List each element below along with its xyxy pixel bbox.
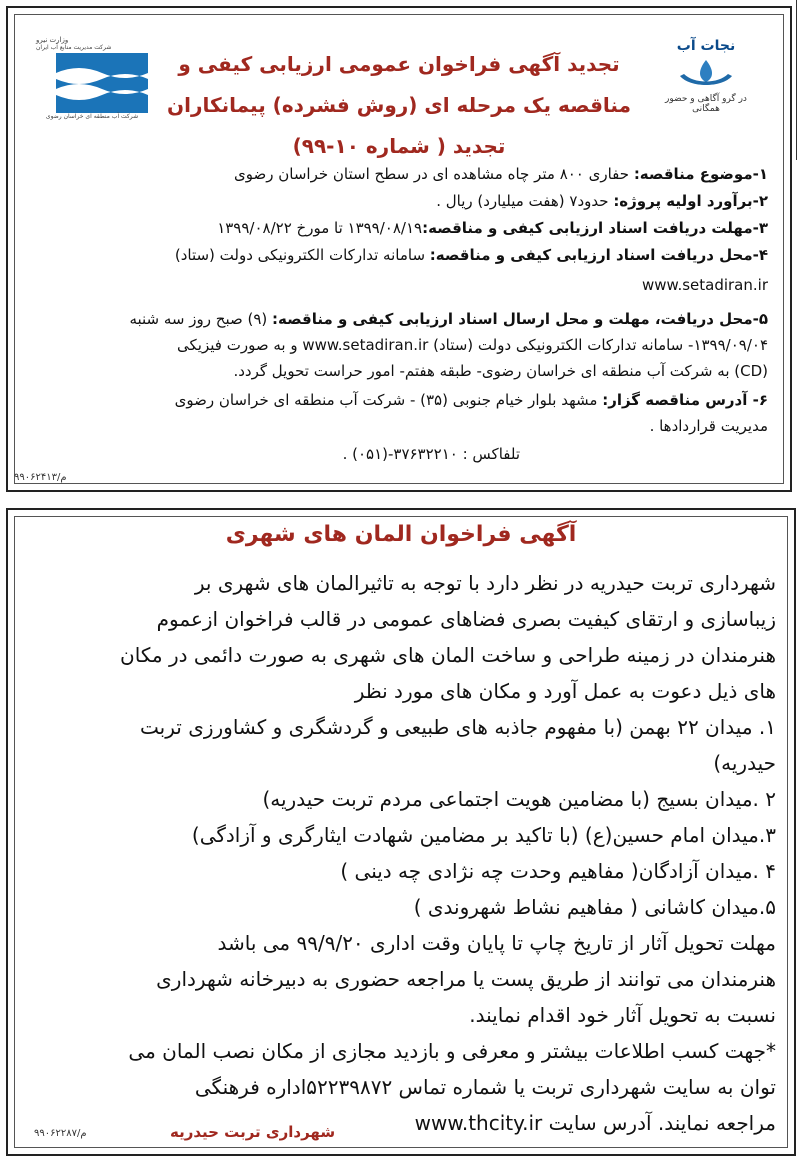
logo-ministry-text: وزارت نیرو [36,36,69,44]
item-fax: تلفاکس : ۳۷۶۳۲۲۱۰-(۰۵۱) . [342,445,520,463]
notice-title-line-1: تجدید آگهی فراخوان عمومی ارزیابی کیفی و [178,52,620,76]
logo-regional-text: شرکت آب منطقه ای خراسان رضوی [45,113,139,120]
call-delivery-2: نسبت به تحویل آثار خود اقدام نمایند. [469,1003,776,1027]
call-item-5: ۵.میدان کاشانی ( مفاهیم نشاط شهروندی ) [413,895,776,919]
item-submission-3: (CD) به شرکت آب منطقه ای خراسان رضوی- طبقه هفتم- امور حراست تحویل گردد. [233,362,768,380]
item-address-2: مدیریت قراردادها . [649,417,768,435]
logo-company-text: شرکت مدیریت منابع آب ایران [36,44,112,51]
notice-title-line-2: مناقصه یک مرحله ای (روش فشرده) پیمانکاران [167,93,631,117]
setad-url[interactable]: www.setadiran.ir [642,276,768,294]
call-line-2: زیباسازی و ارتقای کیفیت بصری فضاهای عمومی در قالب فراخوان ازعموم [156,607,776,631]
tender-notice-box [6,6,792,492]
call-delivery-1: هنرمندان می توانند از طریق پست یا مراجعه حضوری به دبیرخانه شهرداری [156,967,776,991]
call-line-1: شهرداری تربت حیدریه در نظر دارد با توجه به تاثیرالمان های شهری بر [194,571,776,595]
call-item-3: ۳.میدان امام حسین(ع) (با تاکید بر مضامین شهادت ایثارگری و آزادگی) [191,823,776,847]
call-item-4: ۴ .میدان آزادگان( مفاهیم وحدت چه نژادی چه دینی ) [340,859,776,883]
item-submission: ۵-محل دریافت، مهلت و محل ارسال اسناد ارزیابی کیفی و مناقصه: (۹) صبح روز سه شنبه [129,310,768,328]
item-deadline: ۳-مهلت دریافت اسناد ارزیابی کیفی و مناقصه:۱۳۹۹/۰۸/۱۹ تا مورخ ۱۳۹۹/۰۸/۲۲ [217,219,768,237]
item-submission-2: ۱۳۹۹/۰۹/۰۴- سامانه تدارکات الکترونیکی دولت (ستاد) www.setadiran.ir و به صورت فیزیکی [177,336,768,354]
logo-brand-text: نجات آب [676,38,736,54]
call-code: م/۹۹۰۶۲۲۸۷ [34,1128,87,1139]
water-company-logo [36,36,148,138]
call-line-4: های ذیل دعوت به عمل آورد و مکان های مورد نظر [354,679,776,703]
item-estimate: ۲-برآورد اولیه پروژه: حدود۷ (هفت میلیارد) ریال . [436,192,768,210]
page-edge-line [796,0,797,160]
call-item-1-cont: حیدریه) [713,751,776,775]
item-subject: ۱-موضوع مناقصه: حفاری ۸۰۰ متر چاه مشاهده ای در سطح استان خراسان رضوی [234,165,768,183]
call-title: آگهی فراخوان المان های شهری [225,522,577,547]
water-hands-icon [676,58,736,92]
call-info-2: توان به سایت شهرداری تربت یا شماره تماس ۵۲۲۳۹۸۷۲اداره فرهنگی [194,1075,776,1099]
call-line-3: هنرمندان در زمینه طراحی و ساخت المان های شهری به صورت دائمی در مکان [120,643,776,667]
item-location: ۴-محل دریافت اسناد ارزیابی کیفی و مناقصه: سامانه تدارکات الکترونیکی دولت (ستاد) [174,246,768,264]
call-deadline: مهلت تحویل آثار از تاریخ چاپ تا پایان وقت اداری ۹۹/۹/۲۰ می باشد [217,931,776,955]
notice-title-line-3: تجدید ( شماره ۱۰-۹۹) [292,134,506,158]
logo-slogan: در گرو آگاهی و حضور همگانی [665,94,747,114]
call-item-2: ۲ .میدان بسیج (با مضامین هویت اجتماعی مردم تربت حیدریه) [262,787,776,811]
najat-ab-logo [658,38,754,128]
item-website [28,273,768,297]
call-item-1: ۱. میدان ۲۲ بهمن (با مفهوم جاذبه های طبیعی و گردشگری و کشاورزی تربت [140,715,776,739]
municipality-signature: شهرداری تربت حیدریه [170,1123,336,1141]
call-website: مراجعه نمایند. آدرس سایت www.thcity.ir [414,1111,776,1135]
waves-icon [56,53,148,113]
item-address: ۶- آدرس مناقصه گزار: مشهد بلوار خیام جنوبی (۳۵) - شرکت آب منطقه ای خراسان رضوی [174,391,768,409]
call-info-1: *جهت کسب اطلاعات بیشتر و معرفی و بازدید مجازی از مکان نصب المان می [128,1039,776,1063]
notice-code: م/۹۹۰۶۲۴۱۳ [14,472,67,483]
